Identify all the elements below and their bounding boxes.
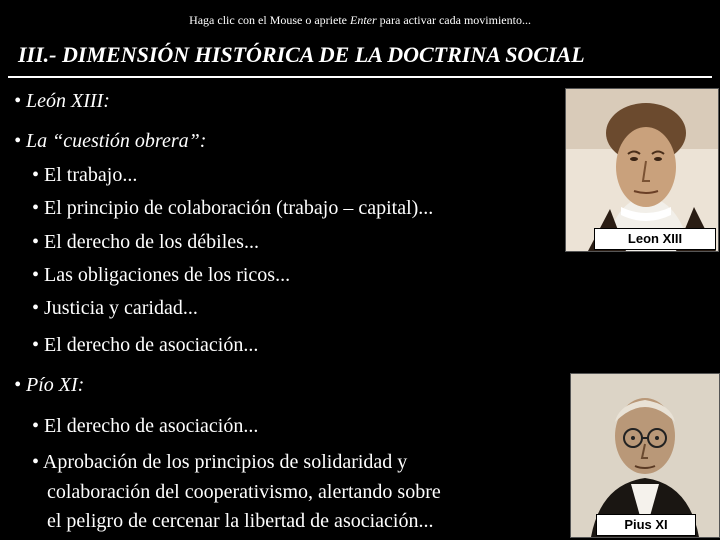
list-item-text: Aprobación de los principios de solidaridad y [42,451,408,473]
bullet: • [32,297,40,319]
bullet: • [32,334,40,356]
leo-heading [14,90,110,113]
instruction-hint [0,13,720,28]
list-item [32,164,137,187]
bullet: • [14,130,22,152]
bullet: • [14,374,22,396]
list-item-text: Las obligaciones de los ricos... [44,264,291,286]
bullet: • [14,90,22,112]
list-item-continuation: colaboración del cooperativismo, alertando sobre [47,481,441,503]
list-item [32,297,198,320]
list-item-continuation: el peligro de cercenar la libertad de asociación... [47,510,434,532]
slide-title: III.- DIMENSIÓN HISTÓRICA DE LA DOCTRINA SOCIAL [18,42,585,67]
leo-subheading [14,130,206,153]
leo-subheading-text: La “cuestión obrera”: [26,130,207,152]
list-item [32,231,259,254]
list-item [32,451,407,474]
list-item [32,334,258,357]
portrait-drawing [571,374,719,537]
list-item [32,415,258,438]
bullet: • [32,164,40,186]
list-item [32,264,290,287]
bullet: • [32,415,40,437]
bullet: • [32,264,40,286]
list-item-text: El derecho de los débiles... [44,231,259,253]
list-item-text: El derecho de asociación... [44,334,259,356]
list-item-text: El principio de colaboración (trabajo – capital)... [44,197,434,219]
pius-xi-caption: Pius XI [596,514,696,536]
title-divider [8,76,712,78]
portrait-drawing [566,89,718,251]
bullet: • [32,231,40,253]
bullet: • [32,451,40,473]
hint-text-post: para activar cada movimiento... [376,13,531,27]
leo-xiii-caption: Leon XIII [594,228,716,250]
leo-heading-text: León XIII: [26,90,110,112]
list-item [32,197,433,220]
list-item-text: El derecho de asociación... [44,415,259,437]
hint-key: Enter [350,13,377,27]
list-item-text: Justicia y caridad... [44,297,198,319]
list-item-text: El trabajo... [44,164,138,186]
hint-text-pre: Haga clic con el Mouse o apriete [189,13,350,27]
bullet: • [32,197,40,219]
pius-heading [14,374,84,397]
pius-heading-text: Pío XI: [26,374,85,396]
